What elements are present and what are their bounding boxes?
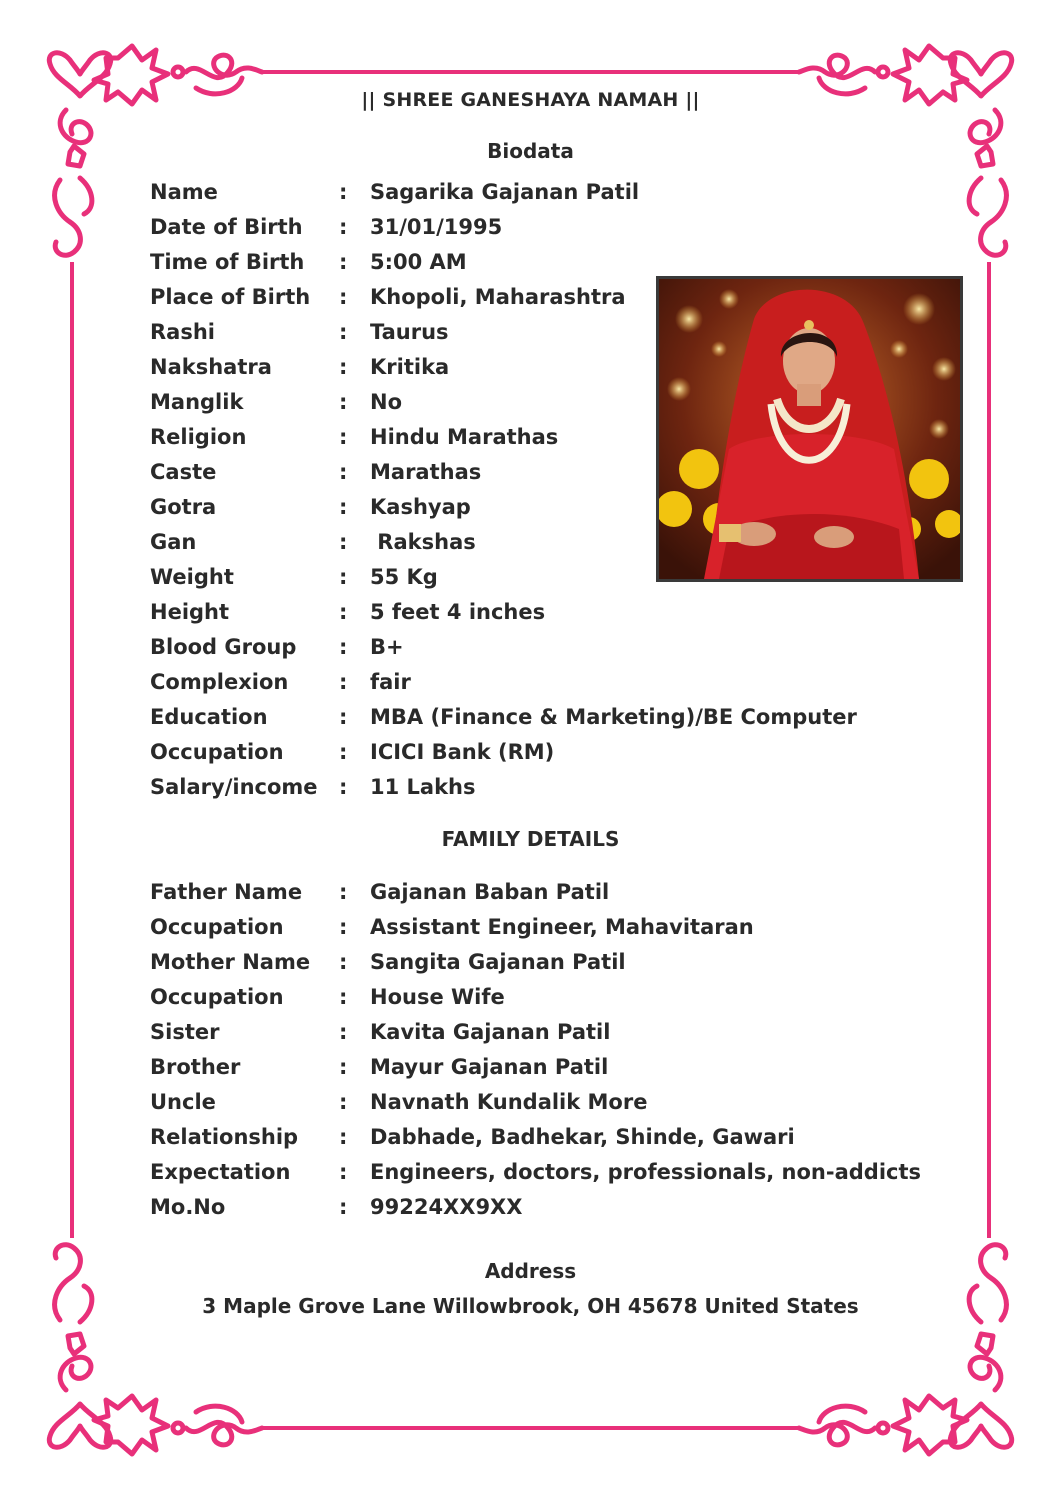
detail-label: Time of Birth bbox=[150, 250, 305, 274]
detail-separator: : bbox=[339, 425, 348, 449]
detail-label: Rashi bbox=[150, 320, 215, 344]
detail-label: Occupation bbox=[150, 740, 284, 764]
detail-separator: : bbox=[339, 915, 348, 939]
detail-value: Assistant Engineer, Mahavitaran bbox=[370, 915, 754, 939]
detail-label: Mo.No bbox=[150, 1195, 226, 1219]
detail-label: Gotra bbox=[150, 495, 217, 519]
detail-label: Weight bbox=[150, 565, 234, 589]
detail-label: Expectation bbox=[150, 1160, 291, 1184]
detail-separator: : bbox=[339, 1090, 348, 1114]
address-heading: Address bbox=[484, 1259, 577, 1283]
detail-value: 5:00 AM bbox=[370, 250, 467, 274]
detail-value: Taurus bbox=[370, 320, 449, 344]
detail-value: ICICI Bank (RM) bbox=[370, 740, 555, 764]
detail-separator: : bbox=[339, 1055, 348, 1079]
detail-value: House Wife bbox=[370, 985, 505, 1009]
detail-label: Manglik bbox=[150, 390, 244, 414]
detail-separator: : bbox=[339, 1020, 348, 1044]
detail-value: 55 Kg bbox=[370, 565, 438, 589]
detail-value: Navnath Kundalik More bbox=[370, 1090, 648, 1114]
detail-value: Rakshas bbox=[370, 530, 476, 554]
detail-value: Gajanan Baban Patil bbox=[370, 880, 610, 904]
detail-separator: : bbox=[339, 600, 348, 624]
detail-value: 11 Lakhs bbox=[370, 775, 476, 799]
detail-label: Gan bbox=[150, 530, 197, 554]
detail-value: No bbox=[370, 390, 403, 414]
detail-value: Hindu Marathas bbox=[370, 425, 559, 449]
detail-separator: : bbox=[339, 215, 348, 239]
detail-separator: : bbox=[339, 1195, 348, 1219]
detail-separator: : bbox=[339, 880, 348, 904]
detail-label: Blood Group bbox=[150, 635, 297, 659]
detail-label: Name bbox=[150, 180, 218, 204]
detail-separator: : bbox=[339, 775, 348, 799]
detail-separator: : bbox=[339, 705, 348, 729]
detail-label: Complexion bbox=[150, 670, 289, 694]
detail-label: Brother bbox=[150, 1055, 241, 1079]
detail-separator: : bbox=[339, 1125, 348, 1149]
detail-value: fair bbox=[370, 670, 411, 694]
detail-label: Date of Birth bbox=[150, 215, 303, 239]
detail-value: Kavita Gajanan Patil bbox=[370, 1020, 611, 1044]
detail-separator: : bbox=[339, 985, 348, 1009]
detail-value: MBA (Finance & Marketing)/BE Computer bbox=[370, 705, 857, 729]
detail-label: Occupation bbox=[150, 985, 284, 1009]
detail-separator: : bbox=[339, 740, 348, 764]
detail-value: Khopoli, Maharashtra bbox=[370, 285, 626, 309]
detail-label: Sister bbox=[150, 1020, 220, 1044]
detail-label: Place of Birth bbox=[150, 285, 311, 309]
detail-label: Uncle bbox=[150, 1090, 216, 1114]
detail-separator: : bbox=[339, 460, 348, 484]
detail-separator: : bbox=[339, 565, 348, 589]
detail-separator: : bbox=[339, 285, 348, 309]
detail-separator: : bbox=[339, 250, 348, 274]
address-text: 3 Maple Grove Lane Willowbrook, OH 45678 United States bbox=[202, 1294, 859, 1318]
detail-separator: : bbox=[339, 390, 348, 414]
family-details-heading: FAMILY DETAILS bbox=[441, 827, 620, 851]
profile-photo bbox=[656, 276, 963, 582]
detail-value: Sangita Gajanan Patil bbox=[370, 950, 626, 974]
detail-value: B+ bbox=[370, 635, 404, 659]
detail-value: Kritika bbox=[370, 355, 450, 379]
detail-label: Salary/income bbox=[150, 775, 318, 799]
detail-value: 99224XX9XX bbox=[370, 1195, 523, 1219]
detail-separator: : bbox=[339, 495, 348, 519]
detail-label: Caste bbox=[150, 460, 217, 484]
detail-label: Relationship bbox=[150, 1125, 299, 1149]
detail-value: Sagarika Gajanan Patil bbox=[370, 180, 640, 204]
detail-value: Kashyap bbox=[370, 495, 471, 519]
detail-separator: : bbox=[339, 950, 348, 974]
detail-label: Occupation bbox=[150, 915, 284, 939]
detail-separator: : bbox=[339, 670, 348, 694]
detail-label: Father Name bbox=[150, 880, 303, 904]
detail-label: Nakshatra bbox=[150, 355, 272, 379]
detail-value: Engineers, doctors, professionals, non-addicts bbox=[370, 1160, 922, 1184]
detail-value: 5 feet 4 inches bbox=[370, 600, 546, 624]
detail-separator: : bbox=[339, 1160, 348, 1184]
page-title: Biodata bbox=[487, 139, 574, 163]
detail-label: Height bbox=[150, 600, 230, 624]
detail-label: Mother Name bbox=[150, 950, 311, 974]
detail-value: Dabhade, Badhekar, Shinde, Gawari bbox=[370, 1125, 795, 1149]
detail-label: Religion bbox=[150, 425, 247, 449]
detail-separator: : bbox=[339, 355, 348, 379]
detail-value: 31/01/1995 bbox=[370, 215, 503, 239]
detail-separator: : bbox=[339, 530, 348, 554]
detail-value: Marathas bbox=[370, 460, 482, 484]
detail-label: Education bbox=[150, 705, 268, 729]
detail-separator: : bbox=[339, 320, 348, 344]
invocation-text: || SHREE GANESHAYA NAMAH || bbox=[361, 89, 700, 111]
detail-separator: : bbox=[339, 180, 348, 204]
detail-value: Mayur Gajanan Patil bbox=[370, 1055, 609, 1079]
detail-separator: : bbox=[339, 635, 348, 659]
